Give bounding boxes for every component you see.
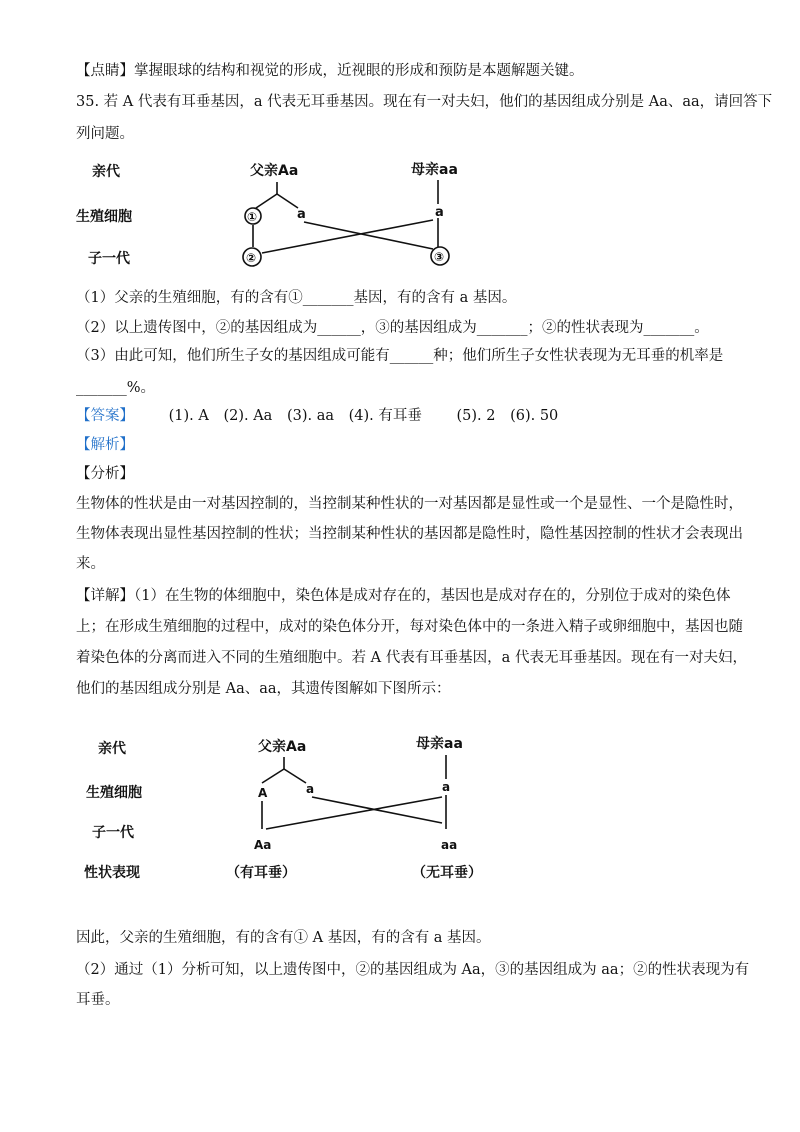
mark-2: ② — [246, 251, 257, 265]
question-35-cont: 列问题。 — [76, 126, 134, 142]
genetic-diagram-2 — [76, 725, 516, 895]
detail-line-3: 着染色体的分离而进入不同的生殖细胞中。若 A 代表有耳垂基因，a 代表无耳垂基因。现在有一对夫妇， — [76, 650, 747, 666]
conclusion-line: 因此，父亲的生殖细胞，有的含有① A 基因，有的含有 a 基因。 — [76, 930, 491, 946]
answer-label: 【答案】 — [76, 408, 134, 424]
detail-line-1: 【详解】（1）在生物的体细胞中，染色体是成对存在的，基因也是成对存在的，分别位于成对的染色体 — [76, 588, 731, 604]
trait-2: （无耳垂） — [412, 865, 482, 881]
detail-2-line-2: 耳垂。 — [76, 992, 120, 1008]
fenxi-heading: 【分析】 — [76, 466, 134, 482]
row-label-parent: 亲代 — [98, 741, 126, 757]
father-genotype: 父亲Aa — [250, 163, 299, 179]
row-label-offspring: 子一代 — [92, 825, 134, 841]
analysis-heading: 【解析】 — [76, 437, 134, 453]
sub-question-3: （3）由此可知，他们所生子女的基因组成可能有______种；他们所生子女性状表现为无耳垂的机率是 — [76, 348, 724, 364]
father-genotype: 父亲Aa — [258, 739, 307, 755]
detail-line-2: 上；在形成生殖细胞的过程中，成对的染色体分开，每对染色体中的一条进入精子或卵细胞中，基因也随 — [76, 619, 743, 635]
detail-line-4: 他们的基因组成分别是 Aa、aa，其遗传图解如下图所示： — [76, 681, 451, 697]
answer-3: (3). aa — [286, 408, 334, 424]
fenxi-line-1: 生物体的性状是由一对基因控制的，当控制某种性状的一对基因都是显性或一个是显性、一个是隐性时， — [76, 496, 743, 512]
row-label-gamete: 生殖细胞 — [86, 785, 142, 801]
sub-question-3-cont: _______%。 — [76, 380, 156, 396]
row-label-gamete: 生殖细胞 — [76, 209, 132, 225]
genetic-diagram-1 — [76, 150, 496, 275]
fenxi-line-2: 生物体表现出显性基因控制的性状；当控制某种性状的基因都是隐性时，隐性基因控制的性状才会表现出 — [76, 526, 743, 542]
sub-question-2: （2）以上遗传图中，②的基因组成为______，③的基因组成为_______；②的性状表现为_______。 — [76, 320, 709, 336]
detail-2-line-1: （2）通过（1）分析可知，以上遗传图中，②的基因组成为 Aa，③的基因组成为 aa；②的性状表现为有 — [76, 962, 750, 978]
mark-1: ① — [247, 210, 258, 224]
child-genotype-1: Aa — [254, 838, 272, 852]
father-gamete-a: a — [297, 207, 306, 222]
answer-5: (5). 2 — [456, 408, 496, 424]
father-gamete-A: A — [258, 786, 268, 800]
father-gamete-a: a — [306, 782, 315, 796]
mother-genotype: 母亲aa — [416, 736, 463, 752]
mother-genotype: 母亲aa — [411, 162, 458, 178]
mother-gamete-a: a — [442, 780, 451, 794]
answer-6: (6). 50 — [510, 408, 559, 424]
answer-4: (4). 有耳垂 — [348, 408, 422, 424]
mother-gamete-a: a — [435, 205, 444, 220]
row-label-offspring: 子一代 — [88, 251, 130, 267]
trait-1: （有耳垂） — [226, 865, 296, 881]
question-35: 35. 若 A 代表有耳垂基因，a 代表无耳垂基因。现在有一对夫妇，他们的基因组成分别是 Aa、aa，请回答下 — [76, 94, 773, 110]
row-label-parent: 亲代 — [92, 164, 120, 180]
answer-line — [76, 406, 568, 426]
answer-1: (1). A — [168, 408, 209, 424]
mark-3: ③ — [434, 250, 445, 264]
sub-question-1: （1）父亲的生殖细胞，有的含有①_______基因，有的含有 a 基因。 — [76, 290, 517, 306]
row-label-trait: 性状表现 — [84, 865, 140, 881]
fenxi-line-3: 来。 — [76, 556, 105, 572]
line-dianjing: 【点睛】掌握眼球的结构和视觉的形成，近视眼的形成和预防是本题解题关键。 — [76, 63, 584, 79]
answer-2: (2). Aa — [223, 408, 273, 424]
child-genotype-2: aa — [441, 838, 458, 852]
